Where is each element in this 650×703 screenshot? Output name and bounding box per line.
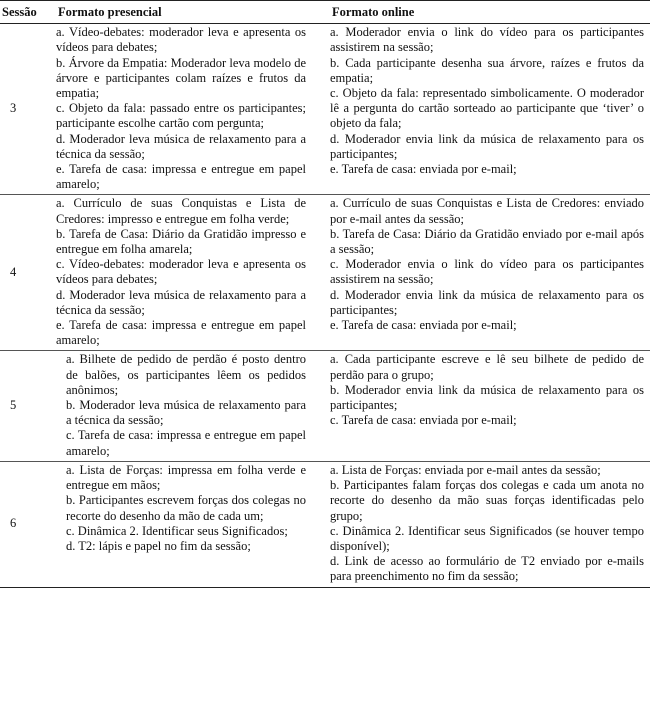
list-item: c. Dinâmica 2. Identificar seus Significados (se houver tempo disponível);	[330, 523, 644, 553]
table-row-session-3	[0, 24, 650, 195]
list-item: b. Participantes escrevem forças dos colegas no recorte do desenho da mão de cada um;	[66, 493, 306, 523]
list-item: c. Tarefa de casa: impressa e entregue em papel amarelo;	[66, 428, 306, 458]
list-item: c. Moderador envia o link do vídeo para os participantes assistirem na sessão;	[330, 257, 644, 287]
online-cell	[312, 351, 650, 461]
list-item: a. Moderador envia o link do vídeo para os participantes assistirem na sessão;	[330, 25, 644, 55]
list-item: c. Objeto da fala: representado simbolicamente. O moderador lê a pergunta do cartão sorteado ao participante que ‘tiver’ o objeto da fala;	[330, 86, 644, 131]
list-item: b. Moderador leva música de relaxamento para a técnica da sessão;	[66, 398, 306, 428]
list-item: d. Link de acesso ao formulário de T2 enviado por e-mails para preenchimento no fim da sessão;	[330, 554, 644, 584]
session-number: 5	[0, 351, 50, 461]
list-item: d. Moderador leva música de relaxamento para a técnica da sessão;	[56, 131, 306, 161]
list-item: e. Tarefa de casa: impressa e entregue em papel amarelo;	[56, 318, 306, 348]
list-item: e. Tarefa de casa: enviada por e-mail;	[330, 162, 517, 177]
table-row-session-6	[0, 461, 650, 587]
online-cell	[312, 195, 650, 351]
online-cell	[312, 24, 650, 195]
list-item: c. Dinâmica 2. Identificar seus Significados;	[66, 523, 288, 538]
list-item: a. Cada participante escreve e lê seu bilhete de pedido de perdão para o grupo;	[330, 352, 644, 382]
presencial-cell	[50, 24, 312, 195]
list-item: a. Lista de Forças: impressa em folha verde e entregue em mãos;	[66, 462, 306, 493]
list-item: b. Moderador envia link da música de relaxamento para os participantes;	[330, 382, 644, 413]
list-item: a. Vídeo-debates: moderador leva e apresenta os vídeos para debates;	[56, 25, 306, 55]
list-item: b. Tarefa de Casa: Diário da Gratidão enviado por e-mail após a sessão;	[330, 226, 644, 257]
table-header-row	[0, 1, 650, 24]
list-item: a. Currículo de suas Conquistas e Lista de Credores: impresso e entregue em folha verde;	[56, 196, 306, 226]
presencial-cell	[50, 351, 312, 461]
list-item: a. Lista de Forças: enviada por e-mail antes da sessão;	[330, 462, 601, 477]
list-item: b. Tarefa de Casa: Diário da Gratidão impresso e entregue em folha amarela;	[56, 226, 306, 257]
list-item: b. Participantes falam forças dos colegas e cada um anota no recorte do desenho da mão suas forças identificadas pelo grupo;	[330, 478, 644, 523]
list-item: e. Tarefa de casa: impressa e entregue em papel amarelo;	[56, 162, 306, 192]
presencial-cell	[50, 461, 312, 587]
table-row-session-5	[0, 351, 650, 461]
list-item: a. Currículo de suas Conquistas e Lista de Credores: enviado por e-mail antes da sessão;	[330, 196, 644, 226]
presencial-cell	[50, 195, 312, 351]
list-item: c. Vídeo-debates: moderador leva e apresenta os vídeos para debates;	[56, 257, 306, 287]
list-item: b. Cada participante desenha sua árvore, raízes e frutos da empatia;	[330, 55, 644, 85]
header-sessao: Sessão	[0, 1, 50, 24]
session-number: 6	[0, 461, 50, 587]
session-number: 4	[0, 195, 50, 351]
list-item: d. T2: lápis e papel no fim da sessão;	[66, 538, 251, 553]
list-item: d. Moderador envia link da música de relaxamento para os participantes;	[330, 131, 644, 161]
list-item: d. Moderador envia link da música de relaxamento para os participantes;	[330, 287, 644, 317]
table-row-session-4	[0, 195, 650, 351]
list-item: c. Tarefa de casa: enviada por e-mail;	[330, 413, 517, 428]
list-item: d. Moderador leva música de relaxamento para a técnica da sessão;	[56, 287, 306, 317]
online-cell	[312, 461, 650, 587]
session-number: 3	[10, 101, 17, 116]
header-presencial: Formato presencial	[50, 1, 312, 24]
header-online: Formato online	[312, 1, 650, 24]
list-item: b. Árvore da Empatia: Moderador leva modelo de árvore e participantes colam raízes e frutos da empatia;	[56, 55, 306, 101]
list-item: a. Bilhete de pedido de perdão é posto dentro de balões, os participantes lêem os pedidos anônimos;	[66, 352, 306, 397]
list-item: e. Tarefa de casa: enviada por e-mail;	[330, 318, 517, 333]
list-item: c. Objeto da fala: passado entre os participantes; participante escolhe cartão com pergunta;	[56, 101, 306, 131]
